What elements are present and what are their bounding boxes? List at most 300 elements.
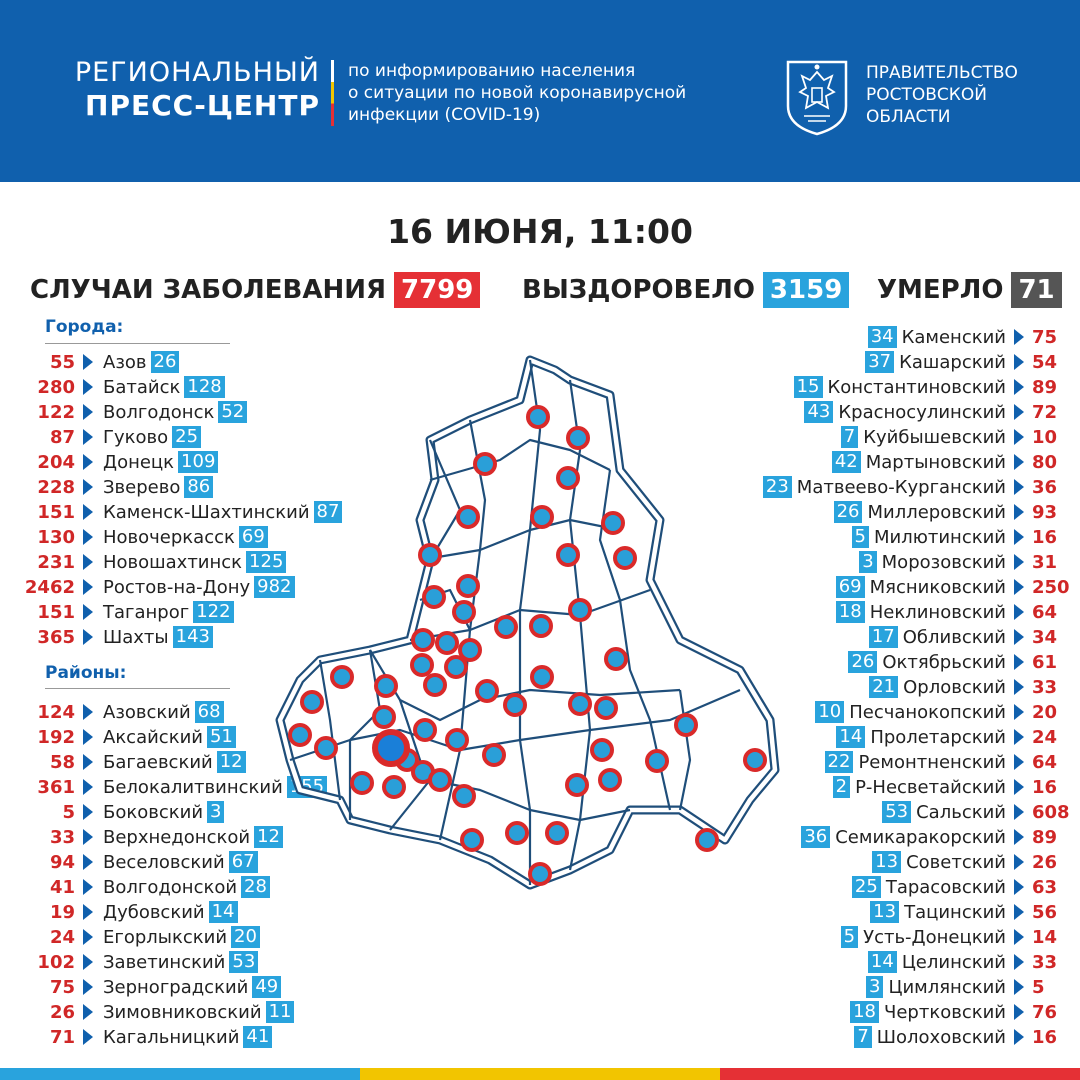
cases-count: 16 (1032, 526, 1058, 548)
recovered-count: 17 (869, 626, 898, 648)
recovered-count: 67 (229, 851, 258, 873)
cases-total (30, 272, 480, 308)
arrow-right-icon (1014, 654, 1024, 670)
tricolor-divider (331, 60, 334, 126)
list-item (852, 525, 1080, 549)
cases-count: 76 (1032, 1001, 1058, 1023)
area-name: Новошахтинск (103, 551, 243, 573)
area-name: Матвеево-Курганский (796, 476, 1006, 498)
area-name: Багаевский (103, 751, 213, 773)
arrow-right-icon (1014, 554, 1024, 570)
recovered-count: 18 (850, 1001, 879, 1023)
area-name: Кагальницкий (103, 1026, 240, 1048)
arrow-right-icon (83, 904, 93, 920)
area-name: Пролетарский (870, 726, 1006, 748)
recovered-count: 13 (870, 901, 899, 923)
district-marker-icon (570, 694, 590, 714)
area-name: Шолоховский (876, 1026, 1006, 1048)
cases-count: 20 (1032, 701, 1058, 723)
arrow-right-icon (1014, 579, 1024, 595)
area-name: Сальский (916, 801, 1006, 823)
area-name: Зверево (103, 476, 181, 498)
area-name: Мясниковский (869, 576, 1006, 598)
list-item (0, 875, 270, 899)
arrow-right-icon (1014, 904, 1024, 920)
arrow-right-icon (83, 754, 93, 770)
list-item (0, 600, 234, 624)
district-marker-icon (603, 513, 623, 533)
arrow-right-icon (1014, 529, 1024, 545)
cases-count: 361 (37, 776, 75, 798)
list-item (801, 825, 1080, 849)
recovered-count: 125 (246, 551, 286, 573)
district-marker-icon (570, 600, 590, 620)
recovered-count: 51 (207, 726, 236, 748)
cases-count: 33 (1032, 676, 1058, 698)
recovered-count: 12 (254, 826, 283, 848)
arrow-right-icon (83, 854, 93, 870)
arrow-right-icon (83, 629, 93, 645)
area-name: Октябрьский (882, 651, 1006, 673)
cases-count: 231 (37, 551, 75, 573)
list-item (866, 975, 1080, 999)
list-item (0, 475, 213, 499)
header-banner (0, 0, 1080, 182)
list-item (804, 400, 1080, 424)
area-name: Р-Несветайский (855, 776, 1006, 798)
rostov-marker-icon (375, 732, 407, 764)
arrow-right-icon (83, 554, 93, 570)
list-item (0, 1000, 294, 1024)
district-marker-icon (458, 576, 478, 596)
area-name: Волгодонской (103, 876, 238, 898)
district-marker-icon (460, 640, 480, 660)
district-marker-icon (475, 454, 495, 474)
recovered-count: 23 (763, 476, 792, 498)
district-marker-icon (606, 649, 626, 669)
recovered-count: 43 (804, 401, 833, 423)
district-marker-icon (745, 750, 765, 770)
area-name: Миллеровский (867, 501, 1006, 523)
recovered-count: 155 (287, 776, 327, 798)
list-item (869, 625, 1080, 649)
recovered-count: 87 (314, 501, 343, 523)
recovered-count: 7 (854, 1026, 871, 1048)
area-name: Белокалитвинский (103, 776, 283, 798)
list-item (833, 775, 1080, 799)
recovered-count: 18 (836, 601, 865, 623)
area-name: Красносулинский (838, 401, 1006, 423)
district-marker-icon (454, 602, 474, 622)
cases-count: 64 (1032, 751, 1058, 773)
list-item (869, 675, 1080, 699)
cases-count: 365 (37, 626, 75, 648)
brand-line-2: ПРЕСС-ЦЕНТР (85, 89, 320, 122)
footer-stripe-yellow (360, 1068, 720, 1080)
cases-count: 16 (1032, 776, 1058, 798)
district-marker-icon (532, 667, 552, 687)
recovered-count: 14 (209, 901, 238, 923)
area-name: Дубовский (103, 901, 205, 923)
recovered-count: 41 (243, 1026, 272, 1048)
recovered-count: 15 (794, 376, 823, 398)
district-marker-icon (647, 751, 667, 771)
cases-count: 16 (1032, 1026, 1058, 1048)
district-marker-icon (477, 681, 497, 701)
area-name: Целинский (901, 951, 1006, 973)
recovered-count: 42 (832, 451, 861, 473)
cases-count: 204 (37, 451, 75, 473)
area-name: Неклиновский (869, 601, 1006, 623)
list-item (825, 750, 1080, 774)
district-marker-icon (547, 823, 567, 843)
area-name: Зимовниковский (103, 1001, 262, 1023)
cases-count: 280 (37, 376, 75, 398)
cases-count: 34 (1032, 626, 1058, 648)
area-name: Новочеркасск (103, 526, 235, 548)
area-name: Гуково (103, 426, 169, 448)
report-date: 16 ИЮНЯ, 11:00 (387, 212, 693, 251)
arrow-right-icon (1014, 429, 1024, 445)
list-item (882, 800, 1080, 824)
recovered-count: 34 (868, 326, 897, 348)
recovered-count: 68 (195, 701, 224, 723)
list-item (0, 750, 246, 774)
arrow-right-icon (1014, 929, 1024, 945)
coat-of-arms-icon (782, 58, 852, 136)
district-marker-icon (568, 428, 588, 448)
district-marker-icon (697, 830, 717, 850)
recovered-count: 53 (229, 951, 258, 973)
recovered-count: 143 (173, 626, 213, 648)
recovered-count: 53 (882, 801, 911, 823)
cases-count: 10 (1032, 426, 1058, 448)
list-item (0, 400, 247, 424)
list-item (0, 450, 218, 474)
arrow-right-icon (1014, 1004, 1024, 1020)
cities-title: Города: (45, 317, 124, 337)
list-item (0, 375, 225, 399)
brand-line-1: РЕГИОНАЛЬНЫЙ (74, 57, 320, 88)
area-name: Константиновский (827, 376, 1006, 398)
cases-count: 89 (1032, 376, 1058, 398)
list-item (815, 700, 1080, 724)
area-name: Мартыновский (865, 451, 1006, 473)
area-name: Боковский (103, 801, 204, 823)
arrow-right-icon (1014, 954, 1024, 970)
list-item (865, 350, 1080, 374)
arrow-right-icon (1014, 804, 1024, 820)
recovered-count: 21 (869, 676, 898, 698)
recovered-count: 26 (848, 651, 877, 673)
area-name: Каменский (901, 326, 1006, 348)
cases-count: 89 (1032, 826, 1058, 848)
list-item (836, 725, 1080, 749)
recovered-count: 86 (184, 476, 213, 498)
section-divider (45, 343, 230, 344)
area-name: Азов (103, 351, 147, 373)
area-name: Морозовский (881, 551, 1006, 573)
arrow-right-icon (83, 479, 93, 495)
cases-count: 64 (1032, 601, 1058, 623)
list-item (848, 650, 1080, 674)
list-item (0, 1025, 272, 1049)
cases-count: 14 (1032, 926, 1058, 948)
arrow-right-icon (1014, 354, 1024, 370)
cases-count: 26 (1032, 851, 1058, 873)
list-item (854, 1025, 1080, 1049)
arrow-right-icon (83, 504, 93, 520)
cases-count: 5 (1032, 976, 1045, 998)
cases-count: 63 (1032, 876, 1058, 898)
area-name: Зерноградский (103, 976, 249, 998)
list-item (0, 700, 224, 724)
list-item (0, 725, 236, 749)
cases-count: 75 (49, 976, 75, 998)
area-name: Волгодонск (103, 401, 215, 423)
cases-count: 151 (37, 601, 75, 623)
gov-line: ОБЛАСТИ (866, 107, 951, 127)
area-name: Куйбышевский (863, 426, 1006, 448)
gov-line: ПРАВИТЕЛЬСТВО (866, 63, 1018, 83)
recovered-count: 13 (872, 851, 901, 873)
district-marker-icon (458, 507, 478, 527)
area-name: Песчанокопский (849, 701, 1006, 723)
recovered-count: 982 (254, 576, 294, 598)
arrow-right-icon (1014, 854, 1024, 870)
cases-count: 608 (1032, 801, 1070, 823)
arrow-right-icon (1014, 604, 1024, 620)
arrow-right-icon (1014, 779, 1024, 795)
cases-count: 2462 (24, 576, 75, 598)
district-marker-icon (374, 707, 394, 727)
arrow-right-icon (1014, 1029, 1024, 1045)
arrow-right-icon (1014, 704, 1024, 720)
region-map (270, 340, 790, 900)
list-item (868, 950, 1080, 974)
district-marker-icon (447, 730, 467, 750)
arrow-right-icon (1014, 829, 1024, 845)
cases-count: 56 (1032, 901, 1058, 923)
recovered-label: ВЫЗДОРОВЕЛО (522, 275, 755, 305)
list-item (841, 925, 1080, 949)
arrow-right-icon (83, 979, 93, 995)
area-name: Цимлянский (888, 976, 1006, 998)
arrow-right-icon (1014, 754, 1024, 770)
arrow-right-icon (83, 1004, 93, 1020)
arrow-right-icon (83, 779, 93, 795)
list-item (0, 350, 179, 374)
cases-count: 26 (49, 1001, 75, 1023)
arrow-right-icon (83, 529, 93, 545)
arrow-right-icon (83, 829, 93, 845)
cases-count: 228 (37, 476, 75, 498)
header-subtitle (348, 60, 686, 126)
district-marker-icon (413, 630, 433, 650)
area-name: Милютинский (873, 526, 1006, 548)
district-marker-icon (316, 738, 336, 758)
recovered-count: 69 (836, 576, 865, 598)
district-marker-icon (352, 773, 372, 793)
subtitle-line: инфекции (COVID-19) (348, 105, 541, 125)
region-outline (280, 360, 775, 885)
district-marker-icon (415, 720, 435, 740)
died-badge: 71 (1011, 272, 1061, 308)
district-marker-icon (332, 667, 352, 687)
cases-count: 72 (1032, 401, 1058, 423)
district-marker-icon (528, 407, 548, 427)
subtitle-line: по информированию населения (348, 61, 636, 81)
cases-count: 36 (1032, 476, 1058, 498)
subtitle-line: о ситуации по новой коронавирусной (348, 83, 687, 103)
district-marker-icon (615, 548, 635, 568)
district-marker-icon (596, 698, 616, 718)
cases-count: 151 (37, 501, 75, 523)
list-item (794, 375, 1080, 399)
tricolor-footer (0, 1068, 1080, 1080)
section-divider (45, 688, 230, 689)
district-marker-icon (430, 770, 450, 790)
cases-count: 55 (49, 351, 75, 373)
list-item (0, 550, 286, 574)
list-item (868, 325, 1080, 349)
arrow-right-icon (1014, 454, 1024, 470)
cases-count: 102 (37, 951, 75, 973)
list-item (850, 1000, 1080, 1024)
list-item (872, 850, 1080, 874)
recovered-count: 7 (841, 426, 858, 448)
recovered-count: 69 (239, 526, 268, 548)
districts-title: Районы: (45, 663, 127, 683)
list-item (0, 575, 295, 599)
district-marker-icon (290, 725, 310, 745)
cases-count: 130 (37, 526, 75, 548)
cases-count: 80 (1032, 451, 1058, 473)
cases-count: 75 (1032, 326, 1058, 348)
cases-count: 94 (49, 851, 75, 873)
area-name: Ростов-на-Дону (103, 576, 251, 598)
cases-label: СЛУЧАИ ЗАБОЛЕВАНИЯ (30, 275, 387, 305)
arrow-right-icon (1014, 879, 1024, 895)
arrow-right-icon (1014, 979, 1024, 995)
area-name: Ремонтненский (858, 751, 1006, 773)
recovered-total (522, 272, 849, 308)
arrow-right-icon (83, 429, 93, 445)
list-item (836, 600, 1080, 624)
cases-count: 5 (62, 801, 75, 823)
recovered-count: 20 (231, 926, 260, 948)
arrow-right-icon (1014, 379, 1024, 395)
area-name: Аксайский (103, 726, 203, 748)
recovered-count: 25 (852, 876, 881, 898)
area-name: Верхнедонской (103, 826, 251, 848)
district-marker-icon (484, 745, 504, 765)
gov-line: РОСТОВСКОЙ (866, 85, 987, 105)
district-marker-icon (592, 740, 612, 760)
recovered-count: 52 (218, 401, 247, 423)
recovered-count: 36 (801, 826, 830, 848)
area-name: Усть-Донецкий (863, 926, 1006, 948)
cases-count: 61 (1032, 651, 1058, 673)
recovered-count: 122 (193, 601, 233, 623)
area-name: Донецк (103, 451, 175, 473)
recovered-count: 11 (266, 1001, 295, 1023)
cases-count: 58 (49, 751, 75, 773)
district-marker-icon (558, 468, 578, 488)
recovered-count: 14 (836, 726, 865, 748)
list-item (832, 450, 1080, 474)
list-item (0, 950, 258, 974)
footer-stripe-red (720, 1068, 1080, 1080)
cases-count: 122 (37, 401, 75, 423)
district-marker-icon (437, 633, 457, 653)
recovered-count: 22 (825, 751, 854, 773)
area-name: Батайск (103, 376, 181, 398)
recovered-count: 14 (868, 951, 897, 973)
list-item (0, 925, 260, 949)
district-marker-icon (412, 655, 432, 675)
list-item (0, 975, 281, 999)
recovered-count: 109 (178, 451, 218, 473)
area-name: Тарасовский (885, 876, 1006, 898)
list-item (0, 825, 283, 849)
recovered-count: 5 (841, 926, 858, 948)
list-item (870, 900, 1080, 924)
list-item (852, 875, 1080, 899)
district-marker-icon (302, 692, 322, 712)
list-item (0, 425, 201, 449)
died-total (877, 272, 1062, 308)
area-name: Азовский (103, 701, 191, 723)
arrow-right-icon (83, 579, 93, 595)
recovered-count: 28 (241, 876, 270, 898)
recovered-count: 3 (859, 551, 876, 573)
cases-count: 31 (1032, 551, 1058, 573)
arrow-right-icon (83, 354, 93, 370)
area-name: Кашарский (899, 351, 1006, 373)
district-marker-icon (454, 786, 474, 806)
recovered-count: 3 (207, 801, 224, 823)
district-marker-icon (558, 545, 578, 565)
arrow-right-icon (83, 454, 93, 470)
recovered-count: 25 (172, 426, 201, 448)
district-marker-icon (676, 715, 696, 735)
area-name: Шахты (103, 626, 169, 648)
arrow-right-icon (83, 604, 93, 620)
area-name: Орловский (903, 676, 1006, 698)
list-item (0, 850, 258, 874)
cases-count: 93 (1032, 501, 1058, 523)
arrow-right-icon (1014, 629, 1024, 645)
footer-stripe-blue (0, 1068, 360, 1080)
list-item (836, 575, 1080, 599)
cases-count: 192 (37, 726, 75, 748)
recovered-count: 49 (252, 976, 281, 998)
list-item (0, 625, 213, 649)
area-name: Советский (906, 851, 1006, 873)
press-center-brand (40, 57, 320, 123)
area-name: Веселовский (103, 851, 225, 873)
arrow-right-icon (1014, 679, 1024, 695)
list-item (0, 800, 224, 824)
area-name: Каменск-Шахтинский (103, 501, 310, 523)
district-marker-icon (446, 657, 466, 677)
recovered-count: 37 (865, 351, 894, 373)
list-item (0, 525, 268, 549)
cases-count: 71 (49, 1026, 75, 1048)
area-name: Егорлыкский (103, 926, 228, 948)
area-name: Тацинский (904, 901, 1006, 923)
